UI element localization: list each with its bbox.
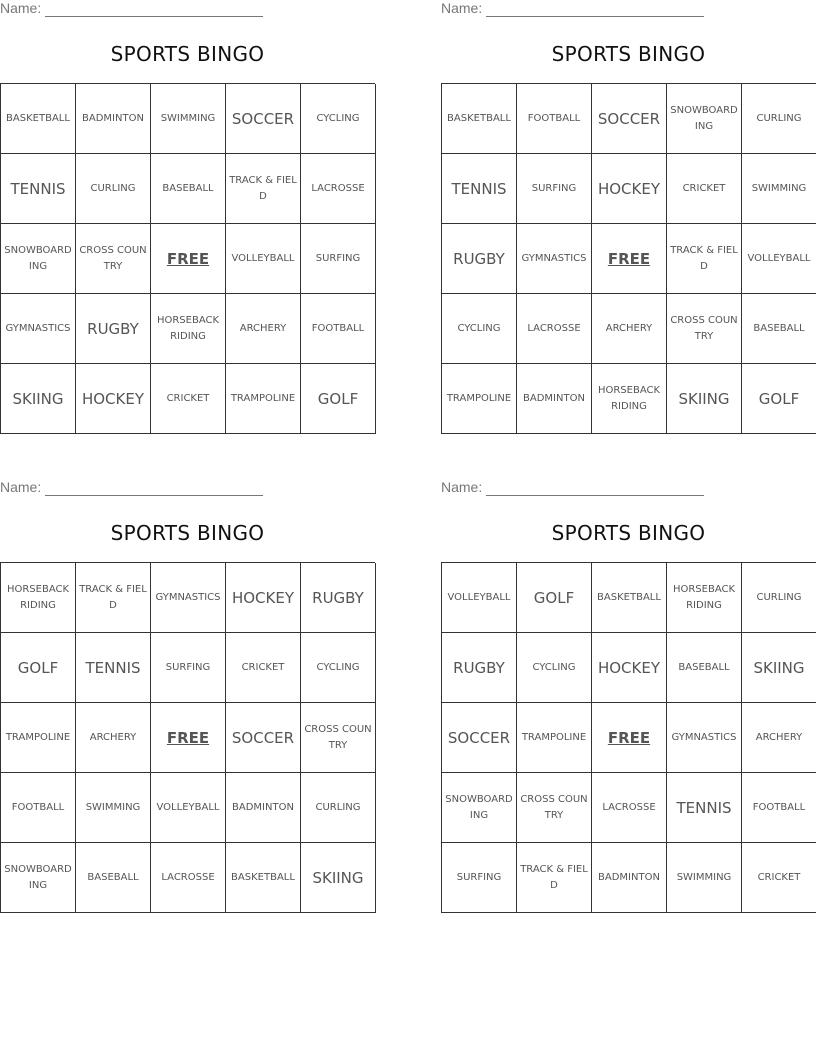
name-field[interactable] <box>441 479 482 495</box>
bingo-cell[interactable]: GYMNASTICS <box>151 563 226 633</box>
bingo-cell[interactable]: HOCKEY <box>76 364 151 434</box>
bingo-grid <box>441 562 816 913</box>
bingo-cell[interactable]: HOCKEY <box>226 563 301 633</box>
name-underline <box>45 495 263 496</box>
bingo-cell[interactable]: SURFING <box>517 154 592 224</box>
bingo-cell[interactable]: HORSEBACK RIDING <box>667 563 742 633</box>
bingo-grid <box>0 83 375 434</box>
name-label: Name: <box>441 0 483 16</box>
bingo-cell[interactable]: SWIMMING <box>76 773 151 843</box>
bingo-cell[interactable]: RUGBY <box>76 294 151 364</box>
bingo-cell[interactable]: TRAMPOLINE <box>442 364 517 434</box>
bingo-cell[interactable]: CYCLING <box>301 633 376 703</box>
bingo-cell[interactable]: LACROSSE <box>592 773 667 843</box>
bingo-cell[interactable]: BASEBALL <box>151 154 226 224</box>
name-field[interactable] <box>0 479 41 495</box>
bingo-cell[interactable]: GOLF <box>1 633 76 703</box>
bingo-cell[interactable]: LACROSSE <box>151 843 226 913</box>
bingo-cell[interactable]: SOCCER <box>592 84 667 154</box>
bingo-cell[interactable]: SKIING <box>742 633 816 703</box>
card-title: SPORTS BINGO <box>551 521 706 545</box>
card-title: SPORTS BINGO <box>551 42 706 66</box>
bingo-cell[interactable]: FOOTBALL <box>742 773 816 843</box>
bingo-cell[interactable]: CRICKET <box>151 364 226 434</box>
bingo-cell[interactable]: CURLING <box>742 84 816 154</box>
bingo-cell[interactable]: TENNIS <box>1 154 76 224</box>
bingo-cell[interactable]: FOOTBALL <box>301 294 376 364</box>
bingo-cell[interactable]: ARCHERY <box>592 294 667 364</box>
bingo-cell[interactable]: BADMINTON <box>76 84 151 154</box>
card-title: SPORTS BINGO <box>110 42 265 66</box>
bingo-cell[interactable]: CYCLING <box>517 633 592 703</box>
name-label: Name: <box>0 0 42 16</box>
name-underline <box>486 495 704 496</box>
bingo-cell[interactable]: SWIMMING <box>742 154 816 224</box>
bingo-cell[interactable]: CRICKET <box>226 633 301 703</box>
bingo-cell[interactable]: BADMINTON <box>517 364 592 434</box>
name-underline <box>45 16 263 17</box>
bingo-cell[interactable]: RUGBY <box>301 563 376 633</box>
bingo-cell[interactable]: TRAMPOLINE <box>1 703 76 773</box>
bingo-cell[interactable]: CYCLING <box>301 84 376 154</box>
bingo-cell[interactable]: CYCLING <box>442 294 517 364</box>
bingo-cell[interactable]: TENNIS <box>76 633 151 703</box>
name-field[interactable] <box>0 0 41 16</box>
bingo-cell[interactable]: HORSEBACK RIDING <box>1 563 76 633</box>
free-space[interactable]: FREE <box>592 224 667 294</box>
card-title: SPORTS BINGO <box>110 521 265 545</box>
bingo-cell[interactable]: BASKETBALL <box>1 84 76 154</box>
bingo-cell[interactable]: GOLF <box>742 364 816 434</box>
name-label: Name: <box>0 479 42 495</box>
bingo-cell[interactable]: TRAMPOLINE <box>517 703 592 773</box>
bingo-cell[interactable]: TENNIS <box>442 154 517 224</box>
bingo-cell[interactable]: RUGBY <box>442 224 517 294</box>
bingo-cell[interactable]: TRACK & FIELD <box>76 563 151 633</box>
bingo-cell[interactable]: CURLING <box>76 154 151 224</box>
bingo-cell[interactable]: TRACK & FIELD <box>517 843 592 913</box>
bingo-cell[interactable]: CROSS COUNTRY <box>301 703 376 773</box>
bingo-cell[interactable]: ARCHERY <box>76 703 151 773</box>
bingo-cell[interactable]: SWIMMING <box>151 84 226 154</box>
bingo-card-1 <box>0 0 375 440</box>
bingo-grid <box>0 562 375 913</box>
bingo-cell[interactable]: RUGBY <box>442 633 517 703</box>
bingo-cell[interactable]: HORSEBACK RIDING <box>151 294 226 364</box>
bingo-cell[interactable]: BASKETBALL <box>226 843 301 913</box>
bingo-cell[interactable]: ARCHERY <box>742 703 816 773</box>
name-label: Name: <box>441 479 483 495</box>
bingo-cell[interactable]: TRAMPOLINE <box>226 364 301 434</box>
bingo-cell[interactable]: HOCKEY <box>592 154 667 224</box>
bingo-cell[interactable]: VOLLEYBALL <box>151 773 226 843</box>
bingo-cell[interactable]: SKIING <box>667 364 742 434</box>
bingo-cell[interactable]: CROSS COUNTRY <box>517 773 592 843</box>
bingo-cell[interactable]: VOLLEYBALL <box>442 563 517 633</box>
bingo-cell[interactable]: BASEBALL <box>76 843 151 913</box>
bingo-cell[interactable]: GYMNASTICS <box>667 703 742 773</box>
bingo-cell[interactable]: GOLF <box>517 563 592 633</box>
bingo-cell[interactable]: VOLLEYBALL <box>226 224 301 294</box>
bingo-cell[interactable]: SOCCER <box>442 703 517 773</box>
bingo-cell[interactable]: BASEBALL <box>667 633 742 703</box>
bingo-cell[interactable]: CURLING <box>742 563 816 633</box>
bingo-cell[interactable]: TENNIS <box>667 773 742 843</box>
bingo-cell[interactable]: LACROSSE <box>301 154 376 224</box>
bingo-cell[interactable]: BASEBALL <box>742 294 816 364</box>
bingo-cell[interactable]: LACROSSE <box>517 294 592 364</box>
bingo-cell[interactable]: SURFING <box>151 633 226 703</box>
bingo-cell[interactable]: BADMINTON <box>226 773 301 843</box>
bingo-cell[interactable]: SOCCER <box>226 84 301 154</box>
bingo-cell[interactable]: FOOTBALL <box>1 773 76 843</box>
bingo-cell[interactable]: SKIING <box>301 843 376 913</box>
bingo-card-2 <box>441 0 816 440</box>
bingo-cell[interactable]: BASKETBALL <box>442 84 517 154</box>
bingo-cell[interactable]: BASKETBALL <box>592 563 667 633</box>
bingo-cell[interactable]: SNOWBOARDING <box>1 224 76 294</box>
bingo-cell[interactable]: TRACK & FIELD <box>667 224 742 294</box>
bingo-cell[interactable]: CURLING <box>301 773 376 843</box>
bingo-cell[interactable]: SNOWBOARDING <box>442 773 517 843</box>
bingo-cell[interactable]: CRICKET <box>667 154 742 224</box>
bingo-cell[interactable]: ARCHERY <box>226 294 301 364</box>
bingo-cell[interactable]: CROSS COUNTRY <box>76 224 151 294</box>
bingo-cell[interactable]: SURFING <box>301 224 376 294</box>
bingo-cell[interactable]: TRACK & FIELD <box>226 154 301 224</box>
bingo-cell[interactable]: GOLF <box>301 364 376 434</box>
bingo-cell[interactable]: CRICKET <box>742 843 816 913</box>
free-space[interactable]: FREE <box>592 703 667 773</box>
bingo-cell[interactable]: HOCKEY <box>592 633 667 703</box>
bingo-card-4 <box>441 479 816 919</box>
bingo-cell[interactable]: GYMNASTICS <box>517 224 592 294</box>
bingo-cell[interactable]: SNOWBOARDING <box>1 843 76 913</box>
bingo-cell[interactable]: SWIMMING <box>667 843 742 913</box>
bingo-cell[interactable]: CROSS COUNTRY <box>667 294 742 364</box>
bingo-cell[interactable]: SKIING <box>1 364 76 434</box>
bingo-cell[interactable]: SNOWBOARDING <box>667 84 742 154</box>
bingo-cell[interactable]: SOCCER <box>226 703 301 773</box>
bingo-cell[interactable]: VOLLEYBALL <box>742 224 816 294</box>
free-space[interactable]: FREE <box>151 703 226 773</box>
name-underline <box>486 16 704 17</box>
bingo-cell[interactable]: SURFING <box>442 843 517 913</box>
bingo-cell[interactable]: GYMNASTICS <box>1 294 76 364</box>
name-field[interactable] <box>441 0 482 16</box>
bingo-cell[interactable]: BADMINTON <box>592 843 667 913</box>
free-space[interactable]: FREE <box>151 224 226 294</box>
bingo-card-3 <box>0 479 375 919</box>
bingo-cell[interactable]: HORSEBACK RIDING <box>592 364 667 434</box>
bingo-grid <box>441 83 816 434</box>
bingo-cell[interactable]: FOOTBALL <box>517 84 592 154</box>
